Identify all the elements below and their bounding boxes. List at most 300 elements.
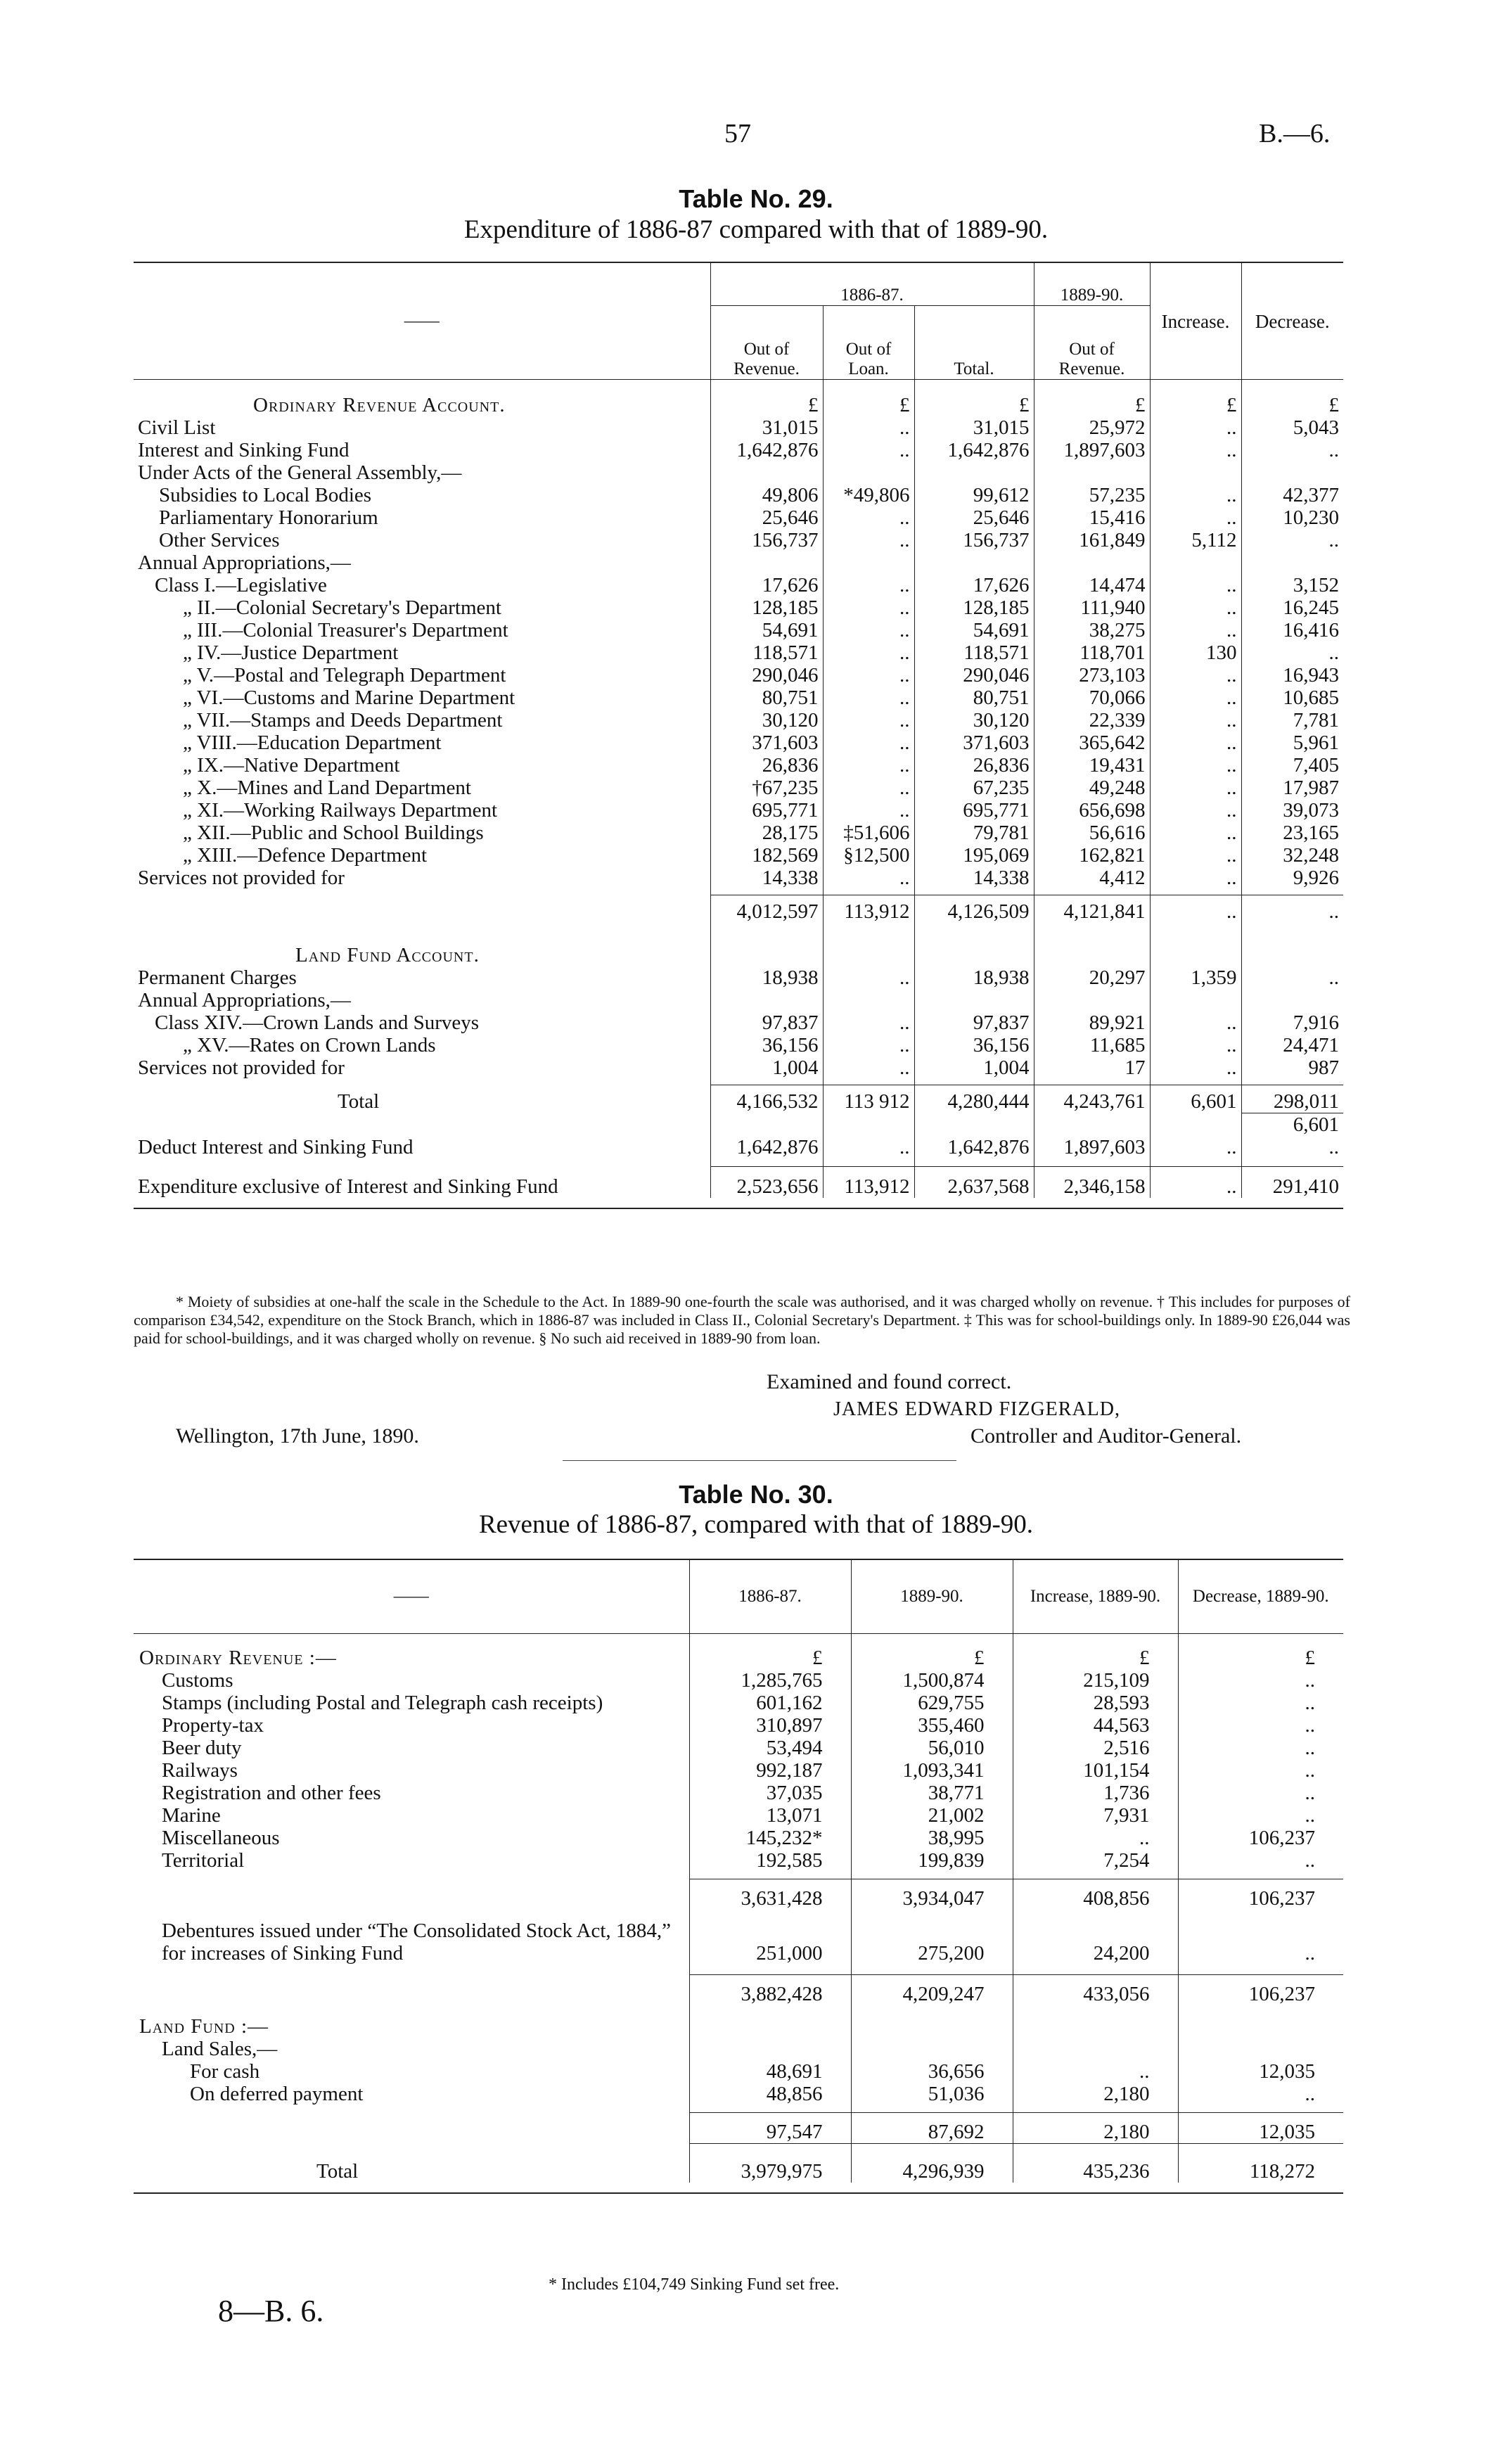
cell: 48,691 [689,2060,851,2083]
table-row [134,2060,1343,2083]
cell: 4,412 [1034,867,1150,889]
cell [851,2015,1013,2038]
cell: .. [1150,1011,1241,1034]
cell [1013,2015,1178,2038]
spacer-row [134,1079,1343,1085]
table-row [134,394,1343,416]
cell: 5,112 [1150,529,1241,551]
cell: 128,185 [914,596,1034,619]
row-label: Railways [162,1759,238,1782]
cell: 36,656 [851,2060,1013,2083]
table30-title: Table No. 30. [679,1480,833,1509]
cell: .. [823,686,914,709]
cell: £ [1241,394,1343,416]
cell: 3,152 [1241,574,1343,596]
cell: 24,200 [1013,1920,1178,1965]
cell [914,944,1034,966]
row-label [134,2112,689,2143]
cell: 118,571 [710,641,823,664]
table-row [134,1737,1343,1759]
cell: 1,897,603 [1034,1136,1150,1158]
cell: .. [1150,664,1241,686]
cell: .. [823,506,914,529]
cell: 3,934,047 [851,1879,1013,1910]
table-row [134,619,1343,641]
cell: 992,187 [689,1759,851,1782]
cell: 371,603 [914,732,1034,754]
cell: 49,248 [1034,777,1150,799]
spacer-row [134,1910,1343,1920]
cell: .. [1150,709,1241,732]
cell: .. [1150,799,1241,822]
row-label: Other Services [159,529,280,551]
cell: 291,410 [1241,1167,1343,1198]
section-heading: Ordinary Revenue :— [139,1647,337,1669]
cell [1241,944,1343,966]
cell: £ [1150,394,1241,416]
cell: .. [1150,619,1241,641]
cell: .. [823,619,914,641]
table-row [134,1804,1343,1827]
table-row [134,686,1343,709]
cell: 87,692 [851,2112,1013,2143]
row-label: „ XI.—Working Railways Department [183,799,498,822]
table-row [134,709,1343,732]
table30 [134,1559,1343,2194]
cell: 36,156 [914,1034,1034,1056]
cell: 25,646 [710,506,823,529]
cell: .. [823,439,914,461]
cell: 156,737 [710,529,823,551]
row-label: Deduct Interest and Sinking Fund [138,1135,414,1158]
cell: 10,230 [1241,506,1343,529]
cell: .. [823,777,914,799]
subtotal-row [134,1974,1343,2005]
cell: 80,751 [914,686,1034,709]
spacer-row [134,380,1343,395]
cell: .. [823,799,914,822]
debentures-row [134,1920,1343,1965]
cell: 6,601 [1150,1085,1241,1113]
cell [1034,944,1150,966]
cell: 1,642,876 [710,439,823,461]
row-label: Permanent Charges [138,966,297,989]
cell [1178,2015,1343,2038]
cell: 17,626 [914,574,1034,596]
cell: 53,494 [689,1737,851,1759]
cell [1178,2038,1343,2060]
spacer-row [134,2005,1343,2015]
cell: 199,839 [851,1849,1013,1872]
row-label: „ XII.—Public and School Buildings [183,822,484,844]
cell: 80,751 [710,686,823,709]
cell: £ [1034,394,1150,416]
cell: 19,431 [1034,754,1150,777]
cell: 111,940 [1034,596,1150,619]
cell: 17 [1034,1056,1150,1079]
cell: 106,237 [1178,1879,1343,1910]
cell [914,1113,1034,1136]
cell: .. [1150,1034,1241,1056]
cell: 49,806 [710,484,823,506]
table29-title: Table No. 29. [679,184,833,213]
cell [710,944,823,966]
cell [1034,989,1150,1011]
cell: 38,275 [1034,619,1150,641]
cell: 371,603 [710,732,823,754]
cell: £ [689,1647,851,1669]
cell: .. [1241,529,1343,551]
cell: £ [1013,1647,1178,1669]
cell: 79,781 [914,822,1034,844]
cell: 54,691 [914,619,1034,641]
cell: .. [823,416,914,439]
cell: 4,121,841 [1034,895,1150,923]
cell: 26,836 [914,754,1034,777]
cell: .. [823,709,914,732]
header-out-of-revenue: Out of Revenue. [710,306,823,380]
table-row [134,506,1343,529]
cell [914,461,1034,484]
cell [823,461,914,484]
cell: 4,012,597 [710,895,823,923]
cell: .. [1150,895,1241,923]
cell: 156,737 [914,529,1034,551]
cell: 145,232* [689,1827,851,1849]
row-label: „ XIII.—Defence Department [183,844,428,867]
cell: .. [1178,2083,1343,2105]
cell: 2,180 [1013,2083,1178,2105]
row-label: Land Sales,— [162,2038,278,2060]
cell: 162,821 [1034,844,1150,867]
row-label: Stamps (including Postal and Telegraph cash receipts) [162,1692,603,1714]
total-row [134,1085,1343,1113]
cell: 3,631,428 [689,1879,851,1910]
cell: 161,849 [1034,529,1150,551]
cell: 24,471 [1241,1034,1343,1056]
cell: .. [1150,777,1241,799]
cell: †67,235 [710,777,823,799]
cell: .. [1241,1136,1343,1158]
cell: 25,646 [914,506,1034,529]
row-label: „ VI.—Customs and Marine Department [183,686,515,709]
subtotal-row [134,895,1343,923]
table-row [134,2015,1343,2038]
section-heading: Ordinary Revenue Account. [253,394,506,416]
cell: 4,166,532 [710,1085,823,1113]
cell: 15,416 [1034,506,1150,529]
cell [1034,1113,1150,1136]
cell: 1,642,876 [710,1136,823,1158]
row-label: „ III.—Colonial Treasurer's Department [183,619,508,641]
cell [1150,944,1241,966]
table-row [134,844,1343,867]
table-row [134,551,1343,574]
cell: 1,736 [1013,1782,1178,1804]
table-row [134,641,1343,664]
spacer-row [134,1872,1343,1879]
cell: .. [1150,686,1241,709]
header-total: Total. [914,306,1034,380]
cell: 97,547 [689,2112,851,2143]
cell: 355,460 [851,1714,1013,1737]
signer-name: JAMES EDWARD FIZGERALD, [833,1398,1120,1420]
t30-header-decrease: Decrease, 1889-90. [1178,1559,1343,1634]
cell: 4,243,761 [1034,1085,1150,1113]
cell: 298,011 [1241,1085,1343,1113]
row-label: Annual Appropriations,— [138,989,351,1011]
table30-footnote: * Includes £104,749 Sinking Fund set free. [549,2275,840,2294]
cell: 70,066 [1034,686,1150,709]
cell: .. [1150,1056,1241,1079]
cell: 433,056 [1013,1974,1178,2005]
cell: 10,685 [1241,686,1343,709]
cell [1241,989,1343,1011]
cell: 31,015 [710,416,823,439]
table-row [134,1056,1343,1079]
cell: 4,280,444 [914,1085,1034,1113]
cell: 106,237 [1178,1974,1343,2005]
cell: .. [1013,2060,1178,2083]
cell: 25,972 [1034,416,1150,439]
cell: 1,359 [1150,966,1241,989]
spacer-row [134,1634,1343,1647]
cell: £ [710,394,823,416]
table-row [134,777,1343,799]
table-row [134,1714,1343,1737]
cell: 273,103 [1034,664,1150,686]
cell: .. [1150,596,1241,619]
row-label: Parliamentary Honorarium [159,506,378,529]
cell: .. [1178,1737,1343,1759]
row-label: On deferred payment [190,2083,364,2105]
row-label [134,1879,689,1910]
cell [1150,989,1241,1011]
t30-header-dash: —— [134,1559,689,1634]
table-row [134,754,1343,777]
table29 [134,262,1343,1209]
cell: 130 [1150,641,1241,664]
cell: 14,338 [914,867,1034,889]
cell: 97,837 [710,1011,823,1034]
row-label: „ VIII.—Education Department [183,732,442,754]
cell: 17,626 [710,574,823,596]
cell: 4,209,247 [851,1974,1013,2005]
cell: 629,755 [851,1692,1013,1714]
cell: 987 [1241,1056,1343,1079]
table-row [134,1827,1343,1849]
table-row [134,529,1343,551]
cell: .. [1150,574,1241,596]
cell [851,2038,1013,2060]
cell: 57,235 [1034,484,1150,506]
cell: 290,046 [914,664,1034,686]
cell: 4,296,939 [851,2143,1013,2183]
cell: .. [1178,1759,1343,1782]
spacer-row [134,889,1343,895]
cell: 39,073 [1241,799,1343,822]
cell: 16,943 [1241,664,1343,686]
cell: 7,254 [1013,1849,1178,1872]
cell [823,944,914,966]
spacer-row [134,2105,1343,2112]
cell: .. [823,754,914,777]
page-reference: B.—6. [1259,119,1331,148]
row-label: „ IV.—Justice Department [183,641,399,664]
signer-title: Controller and Auditor-General. [970,1424,1242,1448]
table-row [134,461,1343,484]
cell: .. [823,529,914,551]
cell: .. [1178,1804,1343,1827]
cell: 1,642,876 [914,1136,1034,1158]
cell: 30,120 [914,709,1034,732]
cell: 695,771 [710,799,823,822]
table-row [134,944,1343,966]
cell: 42,377 [1241,484,1343,506]
cell: 118,701 [1034,641,1150,664]
table-row [134,416,1343,439]
cell: .. [1178,1849,1343,1872]
cell: 7,916 [1241,1011,1343,1034]
cell: .. [1241,439,1343,461]
cell: .. [1150,416,1241,439]
cell: .. [1150,1136,1241,1158]
cell: 275,200 [851,1920,1013,1965]
cell: .. [1150,439,1241,461]
cell: 2,516 [1013,1737,1178,1759]
place-date: Wellington, 17th June, 1890. [176,1424,419,1448]
table29-footnote: * Moiety of subsidies at one-half the scale in the Schedule to the Act. In 1889-90 one-fourth the scale was authorised, and it was charged wholly on revenue. † This includes for purposes of comparison £34,542, expenditure on the Stock Branch, which in 1886-87 was included in Class II., Colonial Secretary's Department. ‡ This was for school-buildings only. In 1889-90 £26,044 was paid for school-buildings, and it was charged wholly on revenue. § No such aid received in 1889-90 from loan. [134,1293,1350,1347]
cell: 113 912 [823,1085,914,1113]
cell [710,551,823,574]
cell: 17,987 [1241,777,1343,799]
cell [710,989,823,1011]
cell: 1,500,874 [851,1669,1013,1692]
cell: 18,938 [710,966,823,989]
table-row [134,989,1343,1011]
cell: 13,071 [689,1804,851,1827]
cell: £ [823,394,914,416]
header-year-1889: 1889-90. [1034,262,1150,306]
cell: 101,154 [1013,1759,1178,1782]
table30-subtitle: Revenue of 1886-87, compared with that of 1889-90. [478,1510,1034,1539]
cell: 38,771 [851,1782,1013,1804]
cell [710,461,823,484]
cell: .. [1241,895,1343,923]
cell: .. [823,867,914,889]
t30-header-increase: Increase, 1889-90. [1013,1559,1178,1634]
cell: .. [1241,641,1343,664]
cell: 28,593 [1013,1692,1178,1714]
cell: 7,781 [1241,709,1343,732]
cell: §12,500 [823,844,914,867]
cell: *49,806 [823,484,914,506]
cell: 37,035 [689,1782,851,1804]
cell: 1,897,603 [1034,439,1150,461]
cell: .. [823,1011,914,1034]
cell: 56,616 [1034,822,1150,844]
cell: £ [914,394,1034,416]
cell: 3,882,428 [689,1974,851,2005]
cell: 435,236 [1013,2143,1178,2183]
cell: 6,601 [1241,1113,1343,1136]
spacer-row [134,1158,1343,1167]
row-label: Annual Appropriations,— [138,551,351,574]
cell: 1,004 [710,1056,823,1079]
cell: .. [823,732,914,754]
table-row [134,1011,1343,1034]
cell: .. [823,1056,914,1079]
cell: 97,837 [914,1011,1034,1034]
cell: .. [1150,867,1241,889]
cell: 601,162 [689,1692,851,1714]
cell: 2,523,656 [710,1167,823,1198]
cell: 99,612 [914,484,1034,506]
spacer-row [134,923,1343,944]
cell [1034,461,1150,484]
cell: 106,237 [1178,1827,1343,1849]
cell: 3,979,975 [689,2143,851,2183]
cell [1241,461,1343,484]
table-row [134,1849,1343,1872]
cell: 2,637,568 [914,1167,1034,1198]
cell: 182,569 [710,844,823,867]
cell: 23,165 [1241,822,1343,844]
row-label: Under Acts of the General Assembly,— [138,461,462,484]
examined-note: Examined and found correct. [767,1370,1012,1393]
row-label: Customs [162,1669,233,1692]
row-label: „ IX.—Native Department [183,754,400,777]
cell: 22,339 [1034,709,1150,732]
cell: 12,035 [1178,2112,1343,2143]
row-label: Interest and Sinking Fund [138,439,350,461]
cell: £ [851,1647,1013,1669]
row-label: Expenditure exclusive of Interest and Sinking Fund [138,1175,558,1198]
cell: .. [1150,844,1241,867]
cell: 54,691 [710,619,823,641]
table-row [134,822,1343,844]
cell: .. [823,1136,914,1158]
table-row [134,1113,1343,1136]
cell [823,989,914,1011]
table29-subtitle: Expenditure of 1886-87 compared with that of 1889-90. [463,215,1049,244]
cell: 1,642,876 [914,439,1034,461]
cell [823,1113,914,1136]
table-row [134,574,1343,596]
table-row [134,439,1343,461]
row-label: „ XV.—Rates on Crown Lands [183,1034,436,1056]
table-row [134,1782,1343,1804]
cell: 195,069 [914,844,1034,867]
cell: 9,926 [1241,867,1343,889]
cell: 18,938 [914,966,1034,989]
cell: 89,921 [1034,1011,1150,1034]
row-label: Miscellaneous [162,1827,280,1849]
table-row [134,2083,1343,2105]
page-number: 57 [724,119,751,148]
cell: £ [1178,1647,1343,1669]
cell: 12,035 [1178,2060,1343,2083]
cell: 7,931 [1013,1804,1178,1827]
row-label: Marine [162,1804,221,1827]
cell: 67,235 [914,777,1034,799]
header-dash: —— [134,262,710,380]
cell [823,551,914,574]
cell: 4,126,509 [914,895,1034,923]
row-label: „ V.—Postal and Telegraph Department [183,664,506,686]
row-label: Services not provided for [138,1056,345,1079]
row-label: „ VII.—Stamps and Deeds Department [183,709,503,732]
